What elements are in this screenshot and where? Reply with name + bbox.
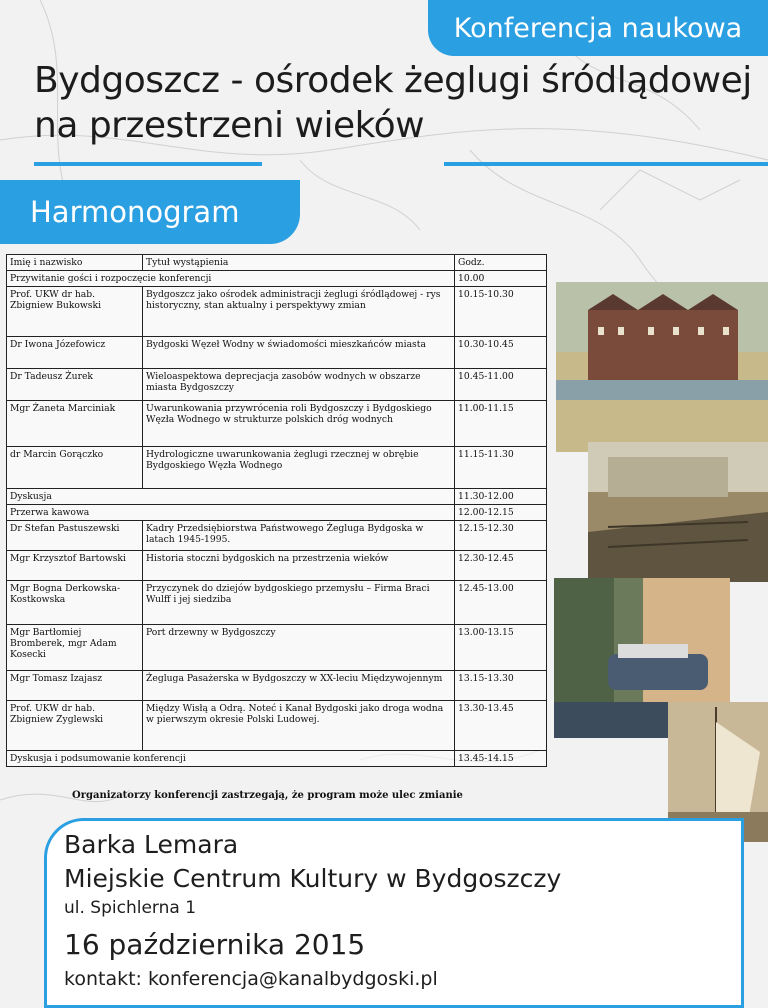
title-underline-left [34, 162, 262, 166]
row-speaker: Mgr Tomasz Izajasz [7, 671, 143, 701]
row-talk-title: Żegluga Pasażerska w Bydgoszczy w XX-leciu Międzywojennym [143, 671, 455, 701]
venue-institution: Miejskie Centrum Kultury w Bydgoszczy [64, 864, 562, 893]
table-row [7, 625, 547, 671]
row-talk-title: Uwarunkowania przywrócenia roli Bydgoszczy i Bydgoskiego Węzła Wodnego w strukturze polskich dróg wodnych [143, 401, 455, 447]
conference-banner: Konferencja naukowa [428, 0, 768, 56]
table-row [7, 581, 547, 625]
table-header-row [7, 255, 547, 271]
venue-info [64, 828, 561, 992]
row-talk-title: Przyczynek do dziejów bydgoskiego przemysłu – Firma Braci Wulff i jej siedziba [143, 581, 455, 625]
row-time: 13.15-13.30 [455, 671, 547, 701]
row-talk-title: Bydgoski Węzeł Wodny w świadomości mieszkańców miasta [143, 337, 455, 369]
row-span-text: Dyskusja i podsumowanie konferencji [7, 751, 455, 767]
row-time: 12.30-12.45 [455, 551, 547, 581]
row-time: 13.30-13.45 [455, 701, 547, 751]
table-row [7, 489, 547, 505]
header-name: Imię i nazwisko [7, 255, 143, 271]
table-row [7, 287, 547, 337]
granaries-photo [556, 282, 768, 452]
row-talk-title: Wieloaspektowa deprecjacja zasobów wodnych w obszarze miasta Bydgoszczy [143, 369, 455, 401]
row-time: 10.30-10.45 [455, 337, 547, 369]
row-speaker: Mgr Bogna Derkowska-Kostkowska [7, 581, 143, 625]
header-title: Tytuł wystąpienia [143, 255, 455, 271]
row-span-text: Dyskusja [7, 489, 455, 505]
row-speaker: dr Marcin Gorączko [7, 447, 143, 489]
table-row [7, 505, 547, 521]
historic-photos [548, 282, 768, 842]
table-row [7, 701, 547, 751]
harbour-photo [588, 442, 768, 582]
row-talk-title: Bydgoszcz jako ośrodek administracji żeglugi śródlądowej - rys historyczny, stan aktualny i perspektywy zmian [143, 287, 455, 337]
row-time: 10.15-10.30 [455, 287, 547, 337]
row-talk-title: Port drzewny w Bydgoszczy [143, 625, 455, 671]
row-time: 12.15-12.30 [455, 521, 547, 551]
section-heading: Harmonogram [0, 180, 300, 244]
table-row [7, 751, 547, 767]
row-time: 11.00-11.15 [455, 401, 547, 447]
row-span-text: Przywitanie gości i rozpoczęcie konferencji [7, 271, 455, 287]
row-talk-title: Historia stoczni bydgoskich na przestrzenia wieków [143, 551, 455, 581]
table-row [7, 551, 547, 581]
title-line-2: na przestrzeni wieków [34, 105, 425, 146]
row-speaker: Dr Tadeusz Żurek [7, 369, 143, 401]
header-time: Godz. [455, 255, 547, 271]
row-span-text: Przerwa kawowa [7, 505, 455, 521]
row-talk-title: Między Wisłą a Odrą. Noteć i Kanał Bydgoski jako droga wodna w pierwszym okresie Polski Ludowej. [143, 701, 455, 751]
row-time: 11.15-11.30 [455, 447, 547, 489]
row-talk-title: Hydrologiczne uwarunkowania żeglugi rzecznej w obrębie Bydgoskiego Węzła Wodnego [143, 447, 455, 489]
row-time: 12.45-13.00 [455, 581, 547, 625]
row-talk-title: Kadry Przedsiębiorstwa Państwowego Żegluga Bydgoska w latach 1945-1995. [143, 521, 455, 551]
row-time: 12.00-12.15 [455, 505, 547, 521]
conference-date: 16 października 2015 [64, 928, 366, 961]
row-speaker: Prof. UKW dr hab. Zbigniew Bukowski [7, 287, 143, 337]
row-time: 11.30-12.00 [455, 489, 547, 505]
row-speaker: Mgr Żaneta Marciniak [7, 401, 143, 447]
venue-address: ul. Spichlerna 1 [64, 898, 197, 918]
table-row [7, 447, 547, 489]
table-row [7, 369, 547, 401]
table-row [7, 337, 547, 369]
conference-title [34, 58, 764, 148]
program-change-note: Organizatorzy konferencji zastrzegają, że program może ulec zmianie [72, 790, 463, 801]
row-speaker: Prof. UKW dr hab. Zbigniew Zyglewski [7, 701, 143, 751]
row-time: 10.00 [455, 271, 547, 287]
row-speaker: Dr Iwona Józefowicz [7, 337, 143, 369]
table-row [7, 271, 547, 287]
contact-email[interactable]: kontakt: konferencja@kanalbydgoski.pl [64, 968, 438, 990]
title-underline-right [444, 162, 768, 166]
table-row [7, 671, 547, 701]
row-speaker: Dr Stefan Pastuszewski [7, 521, 143, 551]
row-time: 13.00-13.15 [455, 625, 547, 671]
row-time: 13.45-14.15 [455, 751, 547, 767]
row-time: 10.45-11.00 [455, 369, 547, 401]
venue-name: Barka Lemara [64, 830, 239, 859]
title-line-1: Bydgoszcz - ośrodek żeglugi śródlądowej [34, 60, 752, 101]
row-speaker: Mgr Krzysztof Bartowski [7, 551, 143, 581]
table-row [7, 521, 547, 551]
table-row [7, 401, 547, 447]
row-speaker: Mgr Bartłomiej Bromberek, mgr Adam Kosecki [7, 625, 143, 671]
schedule-table [6, 254, 547, 767]
